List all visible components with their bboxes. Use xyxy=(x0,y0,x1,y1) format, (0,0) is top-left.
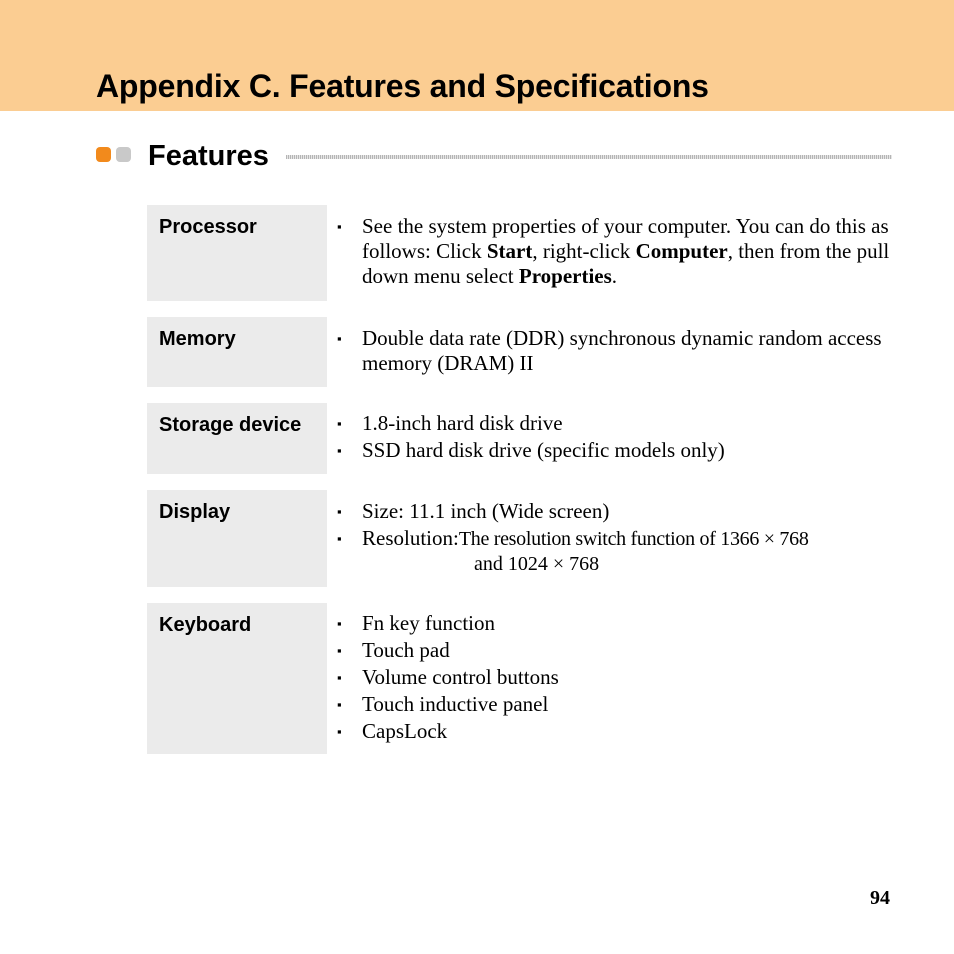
square-bullet-icon: ▪ xyxy=(337,504,342,519)
square-bullet-icon: ▪ xyxy=(337,724,342,739)
page-title: Appendix C. Features and Specifications xyxy=(96,68,709,104)
square-bullet-icon: ▪ xyxy=(337,531,342,546)
spec-list-memory xyxy=(337,326,892,376)
spec-label-keyboard: Keyboard xyxy=(147,603,327,754)
processor-text-2: , right-click xyxy=(532,239,636,263)
storage-item-text: SSD hard disk drive (specific models only) xyxy=(362,438,725,462)
square-bullet-icon: ▪ xyxy=(337,219,342,234)
spec-list-display xyxy=(337,499,892,577)
memory-item-text: Double data rate (DDR) synchronous dynamic random access memory (DRAM) II xyxy=(362,326,882,375)
keyboard-item-text: Touch inductive panel xyxy=(362,692,549,716)
processor-text-3: , then from the pull down menu select xyxy=(362,239,890,288)
list-item xyxy=(337,718,892,745)
display-resolution-label: Resolution: xyxy=(362,526,459,550)
display-resolution-text: The resolution switch function of 1366 × 768 xyxy=(458,528,809,550)
grey-square-icon xyxy=(116,147,131,162)
square-bullet-icon: ▪ xyxy=(337,416,342,431)
square-bullet-icon: ▪ xyxy=(337,643,342,658)
keyboard-item-text: CapsLock xyxy=(362,719,448,743)
spec-label-storage: Storage device xyxy=(147,403,327,474)
spec-row-processor xyxy=(147,205,892,301)
square-bullet-icon: ▪ xyxy=(337,670,342,685)
square-bullet-icon: ▪ xyxy=(337,443,342,458)
list-item xyxy=(337,637,892,664)
spec-label-processor: Processor xyxy=(147,205,327,301)
processor-text-4: . xyxy=(611,264,618,288)
list-item xyxy=(337,326,892,376)
spec-label-display: Display xyxy=(147,490,327,587)
spec-row-keyboard xyxy=(147,603,892,754)
list-item xyxy=(337,691,892,718)
spec-label-memory: Memory xyxy=(147,317,327,387)
list-item xyxy=(337,526,892,577)
properties-label: Properties xyxy=(518,264,612,288)
storage-item-text: 1.8-inch hard disk drive xyxy=(362,411,563,435)
display-resolution-continuation: and 1024 × 768 xyxy=(474,553,600,575)
list-item xyxy=(337,437,892,464)
spec-list-keyboard xyxy=(337,610,892,745)
keyboard-item-text: Volume control buttons xyxy=(362,665,559,689)
orange-square-icon xyxy=(96,147,111,162)
keyboard-item-text: Fn key function xyxy=(362,611,495,635)
square-bullet-icon: ▪ xyxy=(337,697,342,712)
keyboard-item-text: Touch pad xyxy=(362,638,450,662)
list-item xyxy=(337,214,892,289)
list-item xyxy=(337,610,892,637)
computer-label: Computer xyxy=(635,239,728,263)
square-bullet-icon: ▪ xyxy=(337,331,342,346)
spec-list-processor xyxy=(337,214,892,289)
section-heading xyxy=(96,138,892,178)
processor-text-1: See the system properties of your computer. You can do this as follows: Click xyxy=(362,214,889,263)
page-number: 94 xyxy=(870,887,890,909)
spec-row-memory xyxy=(147,317,892,387)
square-bullet-icon: ▪ xyxy=(337,616,342,631)
section-title: Features xyxy=(148,140,269,172)
display-size-text: Size: 11.1 inch (Wide screen) xyxy=(362,499,610,523)
list-item xyxy=(337,410,892,437)
start-label: Start xyxy=(486,239,533,263)
spec-list-storage xyxy=(337,410,892,464)
list-item xyxy=(337,499,892,524)
spec-row-display xyxy=(147,490,892,587)
list-item xyxy=(337,664,892,691)
spec-row-storage xyxy=(147,403,892,474)
section-divider xyxy=(286,155,892,159)
